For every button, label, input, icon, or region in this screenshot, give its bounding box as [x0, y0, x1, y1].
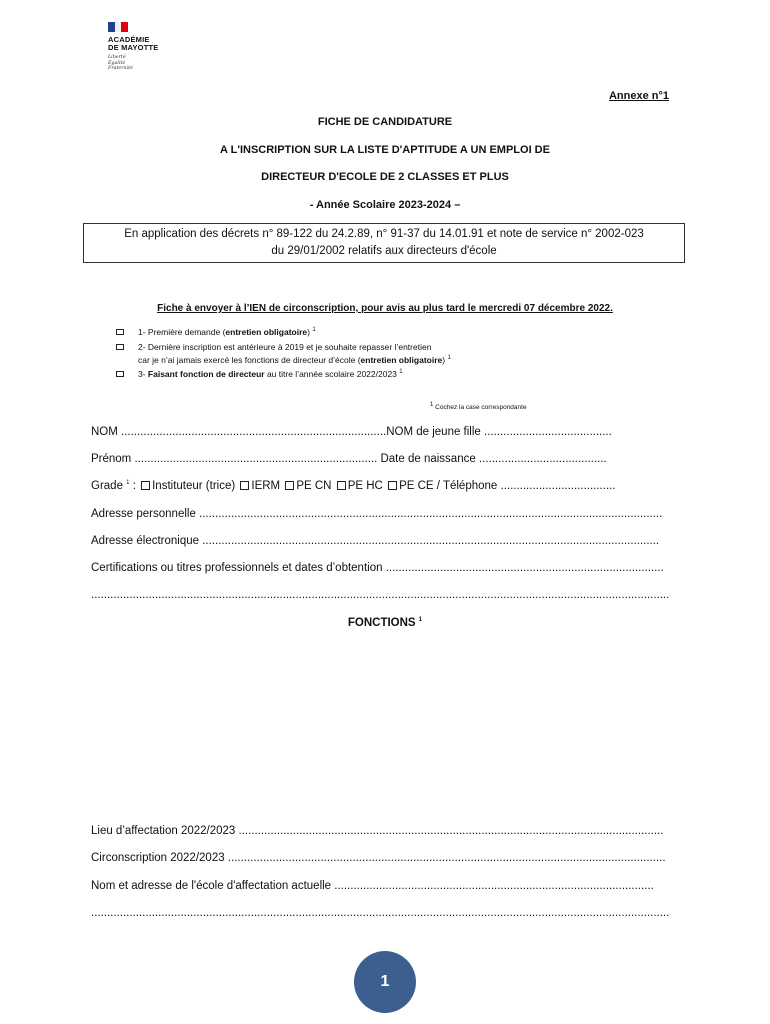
- marianne-flag-icon: [108, 22, 128, 32]
- annexe-label: Annexe n°1: [608, 90, 669, 102]
- field-certifications-cont[interactable]: .....................................................................................................................................................................................: [91, 589, 670, 601]
- grade-checkbox-ierm[interactable]: [240, 481, 249, 490]
- page-number-badge: 1: [354, 951, 416, 1013]
- option-checkbox[interactable]: [116, 344, 124, 350]
- footnote: 1 Cochez la case correspondante: [430, 401, 527, 411]
- field-nom[interactable]: NOM ...................................................................................NOM de jeune fille ........................................: [91, 426, 612, 438]
- send-notice: Fiche à envoyer à l’IEN de circonscription, pour avis au plus tard le mercredi 07 décembre 2022.: [157, 303, 613, 314]
- title-line-2: A L'INSCRIPTION SUR LA LISTE D'APTITUDE A UN EMPLOI DE: [220, 144, 550, 156]
- decree-line-1: En application des décrets n° 89-122 du 24.2.89, n° 91-37 du 14.01.91 et note de service n° 2002-023: [124, 228, 644, 240]
- logo-name: ACADÉMIE DE MAYOTTE: [108, 35, 159, 52]
- option-checkbox[interactable]: [116, 329, 124, 335]
- field-grade: Grade $^1$ : Instituteur (trice) IERM PE CN PE HC PE CE / Téléphone ....................................: [91, 480, 616, 492]
- field-prenom[interactable]: Prénom ............................................................................ Date de naissance ........................................: [91, 453, 607, 465]
- academie-logo: [104, 22, 174, 84]
- document-page: ACADÉMIE DE MAYOTTE Liberté Égalité Fraternité Annexe n°1 FICHE DE CANDIDATURE A L'INSCRIPTION SUR LA LISTE D'APTITUDE A UN EMPLOI DE DIRECTEUR D'ECOLE DE 2 CLASSES ET PLUS - Année Scolaire 2023-2024 – En application des décrets n° 89-122 du 24.2.89, n° 91-37 du 14.01.91 et note de service n° 2002-023 du 29/01/2002 relatifs aux directeurs d'école Fiche à envoyer à l’IEN de circonscription, pour avis au plus tard le mercredi 07 décembre 2022. 1- Première demande (entretien obligatoire) $^1$ 2- Dernière inscription est antérieure à 2019 et je souhaite repasser l’entretien car je n’ai jamais exercé les fonctions de directeur d’école (entretien obligatoire) $^1$ 3- Faisant fonction de directeur au titre l’année scolaire 2022/2023 $^1$ 1 Cochez la case correspondante NOM ...................................................................................NOM de jeune fille ........................................ Prénom ............................................................................ Date de naissance ........................................ Grade $^1$ : Instituteur (trice) IERM PE CN PE HC PE CE / Téléphone .................................... Adresse personnelle ................................................................................................................................................. Adresse électronique ............................................................................................................................................... Certifications ou titres professionnels et dates d’obtention ....................................................................................... ..................................................................................................................................................................................... FONCTIONS $^1$ Lieu d’affectation 2022/2023 ..................................................................................................................................... Circonscription 2022/2023 ......................................................................................................................................... Nom et adresse de l'école d'affectation actuelle .................................................................................................... ..................................................................................................................................................................................... 1: [0, 0, 770, 1024]
- fonctions-title: FONCTIONS $^1$: [347, 617, 423, 629]
- grade-checkbox-instituteur[interactable]: [141, 481, 150, 490]
- logo-motto: Liberté Égalité Fraternité: [108, 55, 133, 72]
- field-ecole-affectation-cont[interactable]: .....................................................................................................................................................................................: [91, 907, 670, 919]
- decree-line-2: du 29/01/2002 relatifs aux directeurs d'école: [271, 245, 497, 257]
- field-telephone[interactable]: / Téléphone ....................................: [433, 480, 616, 492]
- field-circonscription[interactable]: Circonscription 2022/2023 .........................................................................................................................................: [91, 852, 666, 864]
- title-line-1: FICHE DE CANDIDATURE: [317, 116, 453, 128]
- title-line-3: DIRECTEUR D'ECOLE DE 2 CLASSES ET PLUS: [261, 171, 509, 183]
- grade-checkbox-pe-cn[interactable]: [285, 481, 294, 490]
- option-checkbox[interactable]: [116, 371, 124, 377]
- grade-checkbox-pe-ce[interactable]: [388, 481, 397, 490]
- field-adresse-electronique[interactable]: Adresse électronique ...............................................................................................................................................: [91, 535, 660, 547]
- title-line-4: - Année Scolaire 2023-2024 –: [309, 199, 461, 211]
- field-adresse-personnelle[interactable]: Adresse personnelle .................................................................................................................................................: [91, 508, 663, 520]
- field-ecole-affectation[interactable]: Nom et adresse de l'école d'affectation actuelle ....................................................................................................: [91, 880, 654, 892]
- field-lieu-affectation[interactable]: Lieu d’affectation 2022/2023 .....................................................................................................................................: [91, 825, 664, 837]
- decree-box: [83, 223, 685, 263]
- field-certifications[interactable]: Certifications ou titres professionnels et dates d’obtention .......................................................................................: [91, 562, 664, 574]
- grade-checkbox-pe-hc[interactable]: [337, 481, 346, 490]
